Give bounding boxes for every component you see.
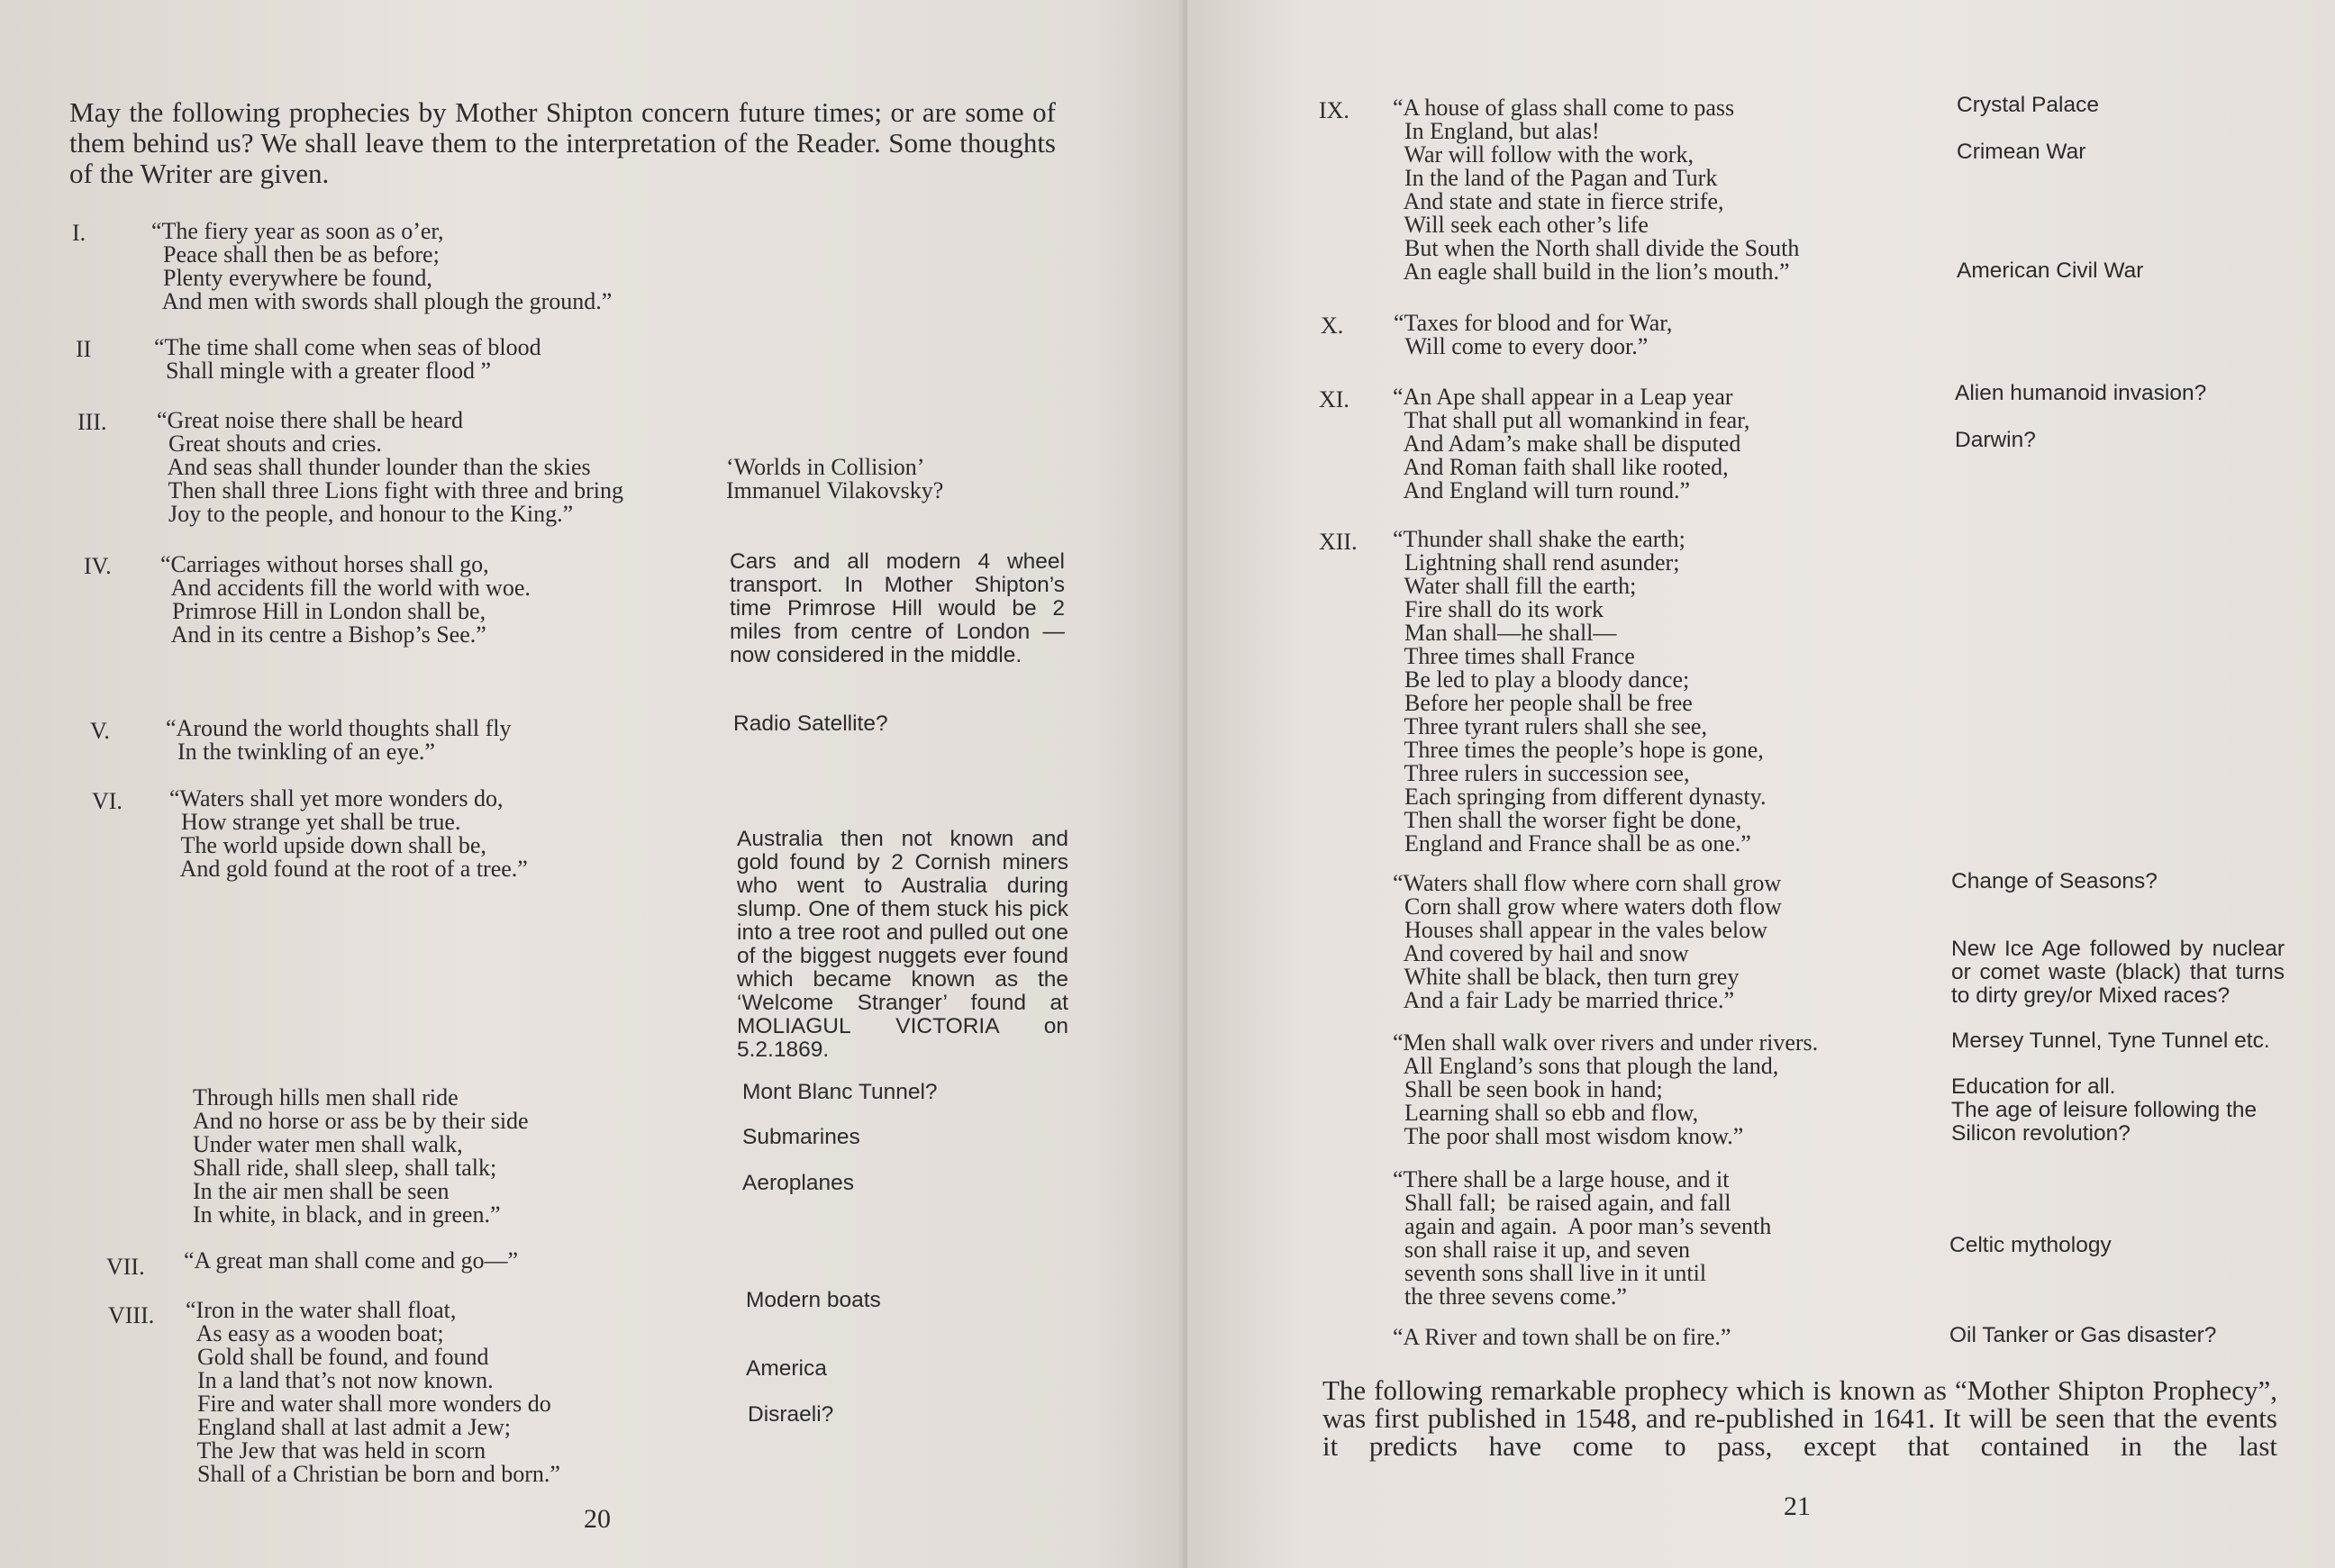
page-number-right: 21 xyxy=(1784,1491,1811,1521)
prophecy-number: XII. xyxy=(1319,529,1358,555)
prophecy-verse: “A house of glass shall come to pass In England, but alas! War will follow with the work, In the land of the Pagan and Turk And state and state in fierce strife, Will seek each other’s life But when the North shall divide the South An eagle shall build in the lion’s mouth.” xyxy=(1393,95,1800,285)
right-page xyxy=(1187,0,2335,1568)
note-america: America xyxy=(746,1356,827,1381)
prophecy-verse: “Around the world thoughts shall fly In the twinkling of an eye.” xyxy=(166,715,512,765)
prophecy-number: VII. xyxy=(106,1254,145,1280)
note-aeroplanes: Aeroplanes xyxy=(742,1171,854,1195)
prophecy-number: III. xyxy=(77,409,107,435)
prophecy-number: XI. xyxy=(1319,386,1349,412)
note-disraeli: Disraeli? xyxy=(748,1402,834,1427)
note-alien-invasion: Alien humanoid invasion? xyxy=(1955,381,2207,405)
closing-paragraph: The following remarkable prophecy which is known as “Mother Shipton Prophecy”, was first published in 1548, and re-published in 1641. It will be seen that the events it predicts have come to pass, except that contained in the last xyxy=(1322,1374,2277,1462)
prophecy-number: X. xyxy=(1321,313,1344,339)
note-darwin: Darwin? xyxy=(1955,428,2036,452)
note-mont-blanc-tunnel: Mont Blanc Tunnel? xyxy=(742,1080,938,1104)
prophecy-verse: “An Ape shall appear in a Leap year That shall put all womankind in fear, And Adam’s make shall be disputed And Roman faith shall like rooted, And England will turn round.” xyxy=(1393,384,1750,503)
page-number-left: 20 xyxy=(584,1504,611,1534)
prophecy-verse: “The time shall come when seas of blood Shall mingle with a greater flood ” xyxy=(154,334,541,384)
note-submarines: Submarines xyxy=(742,1125,860,1149)
note-new-ice-age: New Ice Age followed by nuclear or comet waste (black) that turns to dirty grey/or Mixed races? xyxy=(1951,937,2285,1008)
note-modern-boats: Modern boats xyxy=(746,1288,881,1312)
note-worlds-in-collision: ‘Worlds in Collision’ Immanuel Vilakovsky? xyxy=(726,454,944,503)
prophecy-verse: “Carriages without horses shall go, And accidents fill the world with woe. Primrose Hill in London shall be, And in its centre a Bishop’s See.” xyxy=(160,551,531,648)
prophecy-number: II xyxy=(76,336,92,362)
prophecy-number: VIII. xyxy=(108,1302,155,1328)
prophecy-number: I. xyxy=(72,220,86,246)
prophecy-verse: “Men shall walk over rivers and under rivers. All England’s sons that plough the land, Shall be seen book in hand; Learning shall so ebb and flow, The poor shall most wisdom know.” xyxy=(1393,1029,1819,1149)
prophecy-verse: “Taxes for blood and for War, Will come to every door.” xyxy=(1394,310,1673,359)
note-crimean-war: Crimean War xyxy=(1957,140,2086,164)
note-radio-satellite: Radio Satellite? xyxy=(733,711,888,736)
prophecy-verse: “Great noise there shall be heard Great shouts and cries. And seas shall thunder lounder than the skies Then shall three Lions fight with three and bring Joy to the people, and honour to the King.” xyxy=(157,407,623,527)
note-education: Education for all. The age of leisure following the Silicon revolution? xyxy=(1951,1074,2258,1146)
note-crystal-palace: Crystal Palace xyxy=(1957,93,2099,117)
prophecy-verse: “Waters shall yet more wonders do, How strange yet shall be true. The world upside down shall be, And gold found at the root of a tree.” xyxy=(169,785,528,882)
prophecy-number: IV. xyxy=(84,553,112,579)
note-australia: Australia then not known and gold found by 2 Cornish miners who went to Australia during slump. One of them stuck his pick into a tree root and pulled out one of the biggest nuggets ever found which became known as the ‘Welcome Stranger’ found at MOLIAGUL VICTORIA on 5.2.1869. xyxy=(737,827,1068,1062)
prophecy-verse: “Iron in the water shall float, As easy as a wooden boat; Gold shall be found, and found In a land that’s not now known. Fire and water shall more wonders do England shall at last admit a Jew; The Jew that was held in scorn Shall of a Christian be born and born.” xyxy=(186,1297,560,1487)
prophecy-number: V. xyxy=(90,718,110,744)
prophecy-number: IX. xyxy=(1319,97,1349,123)
intro-paragraph: May the following prophecies by Mother Shipton concern future times; or are some of them behind us? We shall leave them to the interpretation of the Reader. Some thoughts of the Writer are given. xyxy=(69,96,1056,189)
prophecy-verse: Through hills men shall ride And no horse or ass be by their side Under water men shall walk, Shall ride, shall sleep, shall talk; In the air men shall be seen In white, in black, and in green.” xyxy=(193,1084,529,1228)
note-celtic-mythology: Celtic mythology xyxy=(1949,1233,2112,1257)
note-mersey-tunnel: Mersey Tunnel, Tyne Tunnel etc. xyxy=(1951,1029,2270,1053)
note-cars: Cars and all modern 4 wheel transport. In Mother Shipton’s time Primrose Hill would be 2 miles from centre of London — now considered in the middle. xyxy=(730,549,1065,667)
note-change-of-seasons: Change of Seasons? xyxy=(1951,869,2158,893)
prophecy-verse: “Waters shall flow where corn shall grow Corn shall grow where waters doth flow Houses shall appear in the vales below And covered by hail and snow White shall be black, then turn grey And a fair Lady be married thrice.” xyxy=(1393,870,1782,1013)
prophecy-number: VI. xyxy=(92,788,123,814)
prophecy-verse: “There shall be a large house, and it Shall fall; be raised again, and fall again and again. A poor man’s seventh son shall raise it up, and seven seventh sons shall live in it until the three sevens come.” xyxy=(1393,1166,1772,1310)
note-american-civil-war: American Civil War xyxy=(1957,258,2144,283)
note-oil-tanker: Oil Tanker or Gas disaster? xyxy=(1949,1323,2217,1347)
prophecy-verse: “Thunder shall shake the earth; Lightning shall rend asunder; Water shall fill the earth; Fire shall do its work Man shall—he shall— Three times shall France Be led to play a bloody dance; Before her people shall be free Three tyrant rulers shall she see, Three times the people’s hope is gone, Three rulers in succession see, Each springing from different dynasty. Then shall the worser fight be done, England and France shall be as one.” xyxy=(1393,526,1767,857)
prophecy-verse: “A great man shall come and go—” xyxy=(184,1247,519,1273)
prophecy-verse: “The fiery year as soon as o’er, Peace shall then be as before; Plenty everywhere be found, And men with swords shall plough the ground.” xyxy=(151,218,613,314)
prophecy-verse: “A River and town shall be on fire.” xyxy=(1393,1324,1731,1350)
